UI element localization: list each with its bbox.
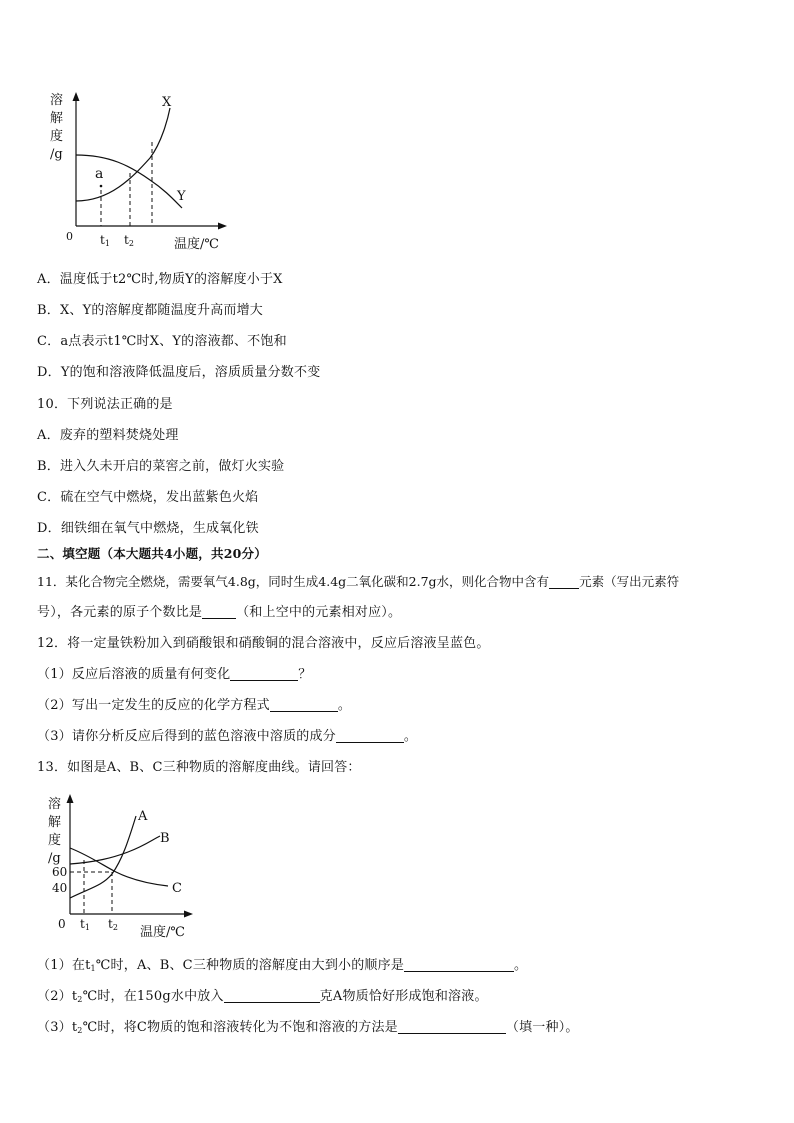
q13-stem: 13．如图是A、B、C三种物质的溶解度曲线。请回答： [37,760,361,775]
point-a [100,185,103,188]
q13-p3-sub: 2 [77,1026,83,1035]
q13-p2-sub: 2 [77,995,83,1004]
q12-p1-end: ？ [298,667,312,682]
q9-option-b: B．X、Y的溶解度都随温度升高而增大 [37,303,263,318]
q12-blank-3[interactable] [336,729,404,743]
q12-blank-2[interactable] [270,698,338,712]
curve-a [70,816,136,898]
y-label-2: 解 [50,111,64,126]
q12-stem: 12．将一定量铁粉加入到硝酸银和硝酸铜的混合溶液中，反应后溶液呈蓝色。 [37,636,490,651]
q12-p3-text: （3）请你分析反应后得到的蓝色溶液中溶质的成分 [37,729,336,744]
q13-blank-3[interactable] [398,1020,506,1034]
q12-p2-end: 。 [337,698,352,713]
q13-p1-end: 。 [514,958,528,973]
q13-p1-post: ℃时，A、B、C三种物质的溶解度由大到小的顺序是 [95,958,405,973]
q10-option-b: B．进入久未开启的菜窖之前，做灯火实验 [37,459,285,474]
q12-p1-text: （1）反应后溶液的质量有何变化 [37,667,231,682]
y-label-4: /g [48,851,61,866]
origin-label: 0 [66,230,73,243]
q10-option-d: D．细铁细在氧气中燃烧，生成氧化铁 [37,521,259,536]
y-axis-arrow [67,794,74,803]
q12-blank-1[interactable] [230,667,298,681]
q13-p2-pre: （2）t [37,989,78,1004]
q11-line-2 [37,605,401,621]
q12-part-1 [37,667,311,683]
curve-b [70,836,160,864]
q12-part-2 [37,698,351,714]
curve-c-label: C [172,881,182,896]
solubility-graph-1 [40,86,240,258]
tick-t1: t1 [100,233,110,248]
y-axis-arrow [73,92,80,101]
curve-x [76,108,170,201]
q13-p3-post: ℃时，将C物质的饱和溶液转化为不饱和溶液的方法是 [82,1020,398,1035]
q11-text-2: 号），各元素的原子个数比是 [37,605,203,620]
tick-t1: t1 [80,917,90,932]
x-axis-arrow [218,223,227,230]
y-label-3: 度 [50,129,64,144]
q10-option-a: A．废弃的塑料焚烧处理 [37,428,179,443]
q13-blank-1[interactable] [404,958,514,972]
q11-blank-1[interactable] [549,575,579,589]
tick-t2: t2 [108,917,118,932]
x-axis-label: 温度/℃ [174,237,219,252]
q10-option-c: C．硫在空气中燃烧，发出蓝紫色火焰 [37,490,259,505]
q11-blank-2[interactable] [202,605,236,619]
point-a-label: a [95,166,104,182]
q9-option-a: A．温度低于t2℃时,物质Y的溶解度小于X [37,272,283,287]
curve-c [70,848,168,886]
q11-line-1 [37,574,679,590]
curve-b-label: B [160,831,170,846]
y-tick-60: 60 [52,865,68,879]
q13-p3-end: （填一种）。 [505,1020,579,1035]
curve-a-label: A [138,809,148,824]
y-label-4: /g [50,147,63,162]
y-label-1: 溶 [48,797,62,812]
y-label-2: 解 [48,815,62,830]
q12-part-3 [37,729,417,745]
q13-p2-post: ℃时，在150g水中放入 [82,989,224,1004]
x-axis-arrow [184,911,193,918]
curve-y [76,155,182,208]
q10-stem: 10．下列说法正确的是 [37,397,173,412]
q13-p2-end: 克A物质恰好形成饱和溶液。 [319,989,488,1004]
q12-p3-end: 。 [403,729,418,744]
y-tick-40: 40 [52,881,68,895]
q13-blank-2[interactable] [224,989,320,1003]
section-2-title: 二、填空题（本大题共4小题，共20分） [37,546,267,561]
q12-p2-text: （2）写出一定发生的反应的化学方程式 [37,698,270,713]
q13-part-3 [37,1020,579,1039]
x-axis-label: 温度/℃ [140,925,185,940]
q11-text-1: 11．某化合物完全燃烧，需要氧气4.8g，同时生成4.4g二氧化碳和2.7g水，则化合物中含有 [37,574,550,589]
q11-text-1-end: 元素（写出元素符 [579,574,680,589]
q13-p3-pre: （3）t [37,1020,78,1035]
y-label-1: 溶 [50,93,64,108]
solubility-graph-2 [40,790,210,948]
q13-p1-pre: （1）在t [37,958,91,973]
origin-label: 0 [58,917,66,931]
q9-option-c: C．a点表示t1℃时X、Y的溶液都、不饱和 [37,334,287,349]
q13-p1-sub: 1 [90,964,96,973]
curve-y-label: Y [177,189,186,204]
q13-part-2 [37,989,488,1008]
tick-t2: t2 [124,233,134,248]
q13-part-1 [37,958,527,977]
q9-option-d: D．Y的饱和溶液降低温度后，溶质质量分数不变 [37,365,321,380]
q11-text-2-end: （和上空中的元素相对应）。 [236,605,402,620]
y-label-3: 度 [48,833,62,848]
curve-x-label: X [162,95,172,110]
